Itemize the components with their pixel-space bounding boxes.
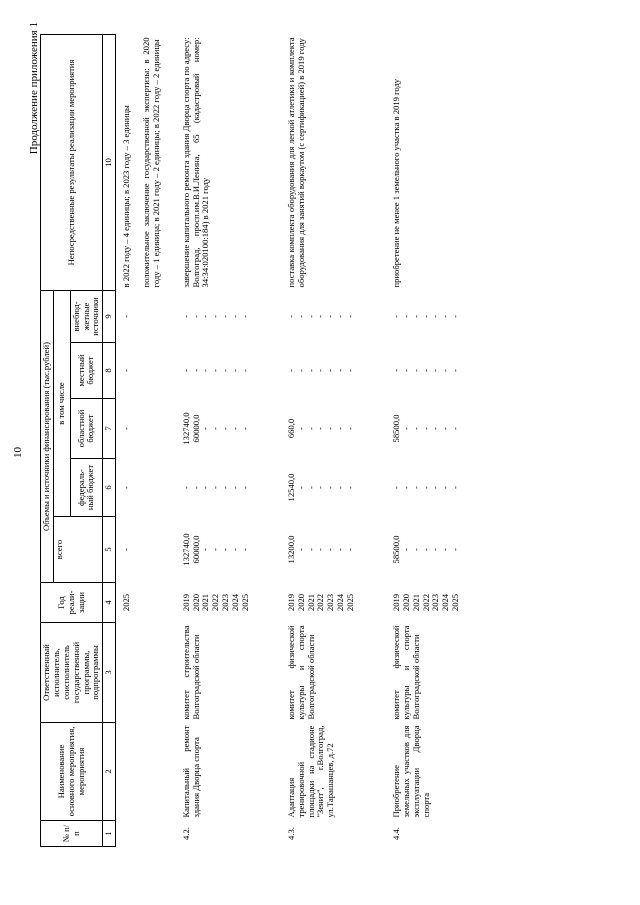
- cell-line: -: [325, 315, 336, 318]
- col-number: 2: [103, 723, 116, 821]
- cell-line: 2025: [121, 593, 132, 612]
- cell-line: 2025: [239, 593, 250, 612]
- row-result: приобретение не менее 1 земельного участка в 2019 году: [390, 78, 401, 288]
- row-total: [386, 517, 491, 583]
- col-number: 7: [103, 399, 116, 459]
- row-result: поставка комплекта оборудования для легкой атлетики и комплекта оборудования для занятий воркаутом (с сертификацией) в 2019 году: [285, 37, 306, 288]
- cell-line: -: [420, 427, 431, 430]
- cell-line: -: [220, 315, 231, 318]
- cell-line: -: [440, 315, 451, 318]
- header-executor: Ответственный исполнитель, соисполнитель государственной программы, подпрограммы: [41, 623, 103, 723]
- cell-line: -: [400, 369, 411, 372]
- row-extra: [116, 290, 176, 342]
- cell-line: -: [450, 486, 461, 489]
- cell-line: -: [430, 315, 441, 318]
- cell-line: 2019: [180, 593, 191, 612]
- cell-line: 12540,0: [285, 473, 296, 502]
- cell-line: 2020: [400, 593, 411, 612]
- cell-line: -: [121, 369, 132, 372]
- row-local: [176, 343, 281, 399]
- col-number: 3: [103, 623, 116, 723]
- cell-line: -: [239, 427, 250, 430]
- col-number: 6: [103, 459, 116, 517]
- row-regional: [176, 399, 281, 459]
- cell-line: -: [335, 427, 346, 430]
- row-total: [281, 517, 386, 583]
- cell-line: 60000,0: [190, 414, 201, 443]
- program-table: [40, 34, 491, 847]
- cell-line: -: [335, 486, 346, 489]
- cell-line: -: [430, 427, 441, 430]
- header-local: местный бюджет: [70, 343, 103, 399]
- cell-line: 2024: [440, 593, 451, 612]
- cell-line: -: [345, 369, 355, 372]
- cell-line: -: [315, 486, 326, 489]
- header-result: Непосредственные результаты реализации мероприятия: [41, 34, 103, 290]
- cell-line: -: [400, 486, 411, 489]
- header-federal: федераль-ный бюджет: [70, 459, 103, 517]
- row-number: 4.2.: [180, 827, 191, 840]
- cell-line: -: [305, 548, 316, 551]
- table-row: [116, 34, 176, 846]
- cell-line: -: [430, 486, 441, 489]
- row-extra: [386, 290, 491, 342]
- cell-line: -: [450, 427, 461, 430]
- table-row: [176, 34, 281, 846]
- cell-line: -: [400, 427, 411, 430]
- row-total: [176, 517, 281, 583]
- cell-line: -: [400, 548, 411, 551]
- row-local: [386, 343, 491, 399]
- cell-line: -: [230, 486, 240, 489]
- cell-line: -: [210, 427, 221, 430]
- cell-line: 2023: [430, 593, 441, 612]
- cell-line: 2023: [220, 593, 231, 612]
- cell-line: -: [410, 486, 421, 489]
- cell-line: 2025: [345, 593, 355, 612]
- table-row: [281, 34, 386, 846]
- cell-line: -: [440, 548, 451, 551]
- cell-line: -: [295, 486, 306, 489]
- row-extra: [281, 290, 386, 342]
- row-federal: [176, 459, 281, 517]
- cell-line: -: [440, 369, 451, 372]
- cell-line: -: [285, 369, 296, 372]
- cell-line: -: [305, 369, 316, 372]
- cell-line: -: [315, 427, 326, 430]
- row-result: завершение капитального ремонта здания Дворца спорта по адресу: Волгоград, просп.им.В.И.Ленина, 65 (кадастровый номер: 34:34:020100:184) в 2021 году: [180, 37, 211, 288]
- cell-line: -: [335, 548, 346, 551]
- cell-line: -: [325, 369, 336, 372]
- cell-line: 2022: [315, 593, 326, 612]
- cell-line: -: [305, 315, 316, 318]
- col-number: 8: [103, 343, 116, 399]
- header-total: всего: [53, 517, 102, 583]
- row-federal: [386, 459, 491, 517]
- col-number: 4: [103, 583, 116, 623]
- header-extra: внебюд-жетные источники: [70, 290, 103, 342]
- cell-line: -: [239, 369, 250, 372]
- cell-line: -: [325, 486, 336, 489]
- cell-line: -: [325, 427, 336, 430]
- row-executor: комитет физической культуры и спорта Волгоградской области: [285, 625, 316, 720]
- cell-line: -: [305, 427, 316, 430]
- header-including: в том числе: [53, 290, 70, 516]
- cell-line: -: [210, 315, 221, 318]
- row-number: [116, 821, 176, 847]
- row-executor: комитет физической культуры и спорта Волгоградской области: [390, 625, 421, 720]
- cell-line: -: [315, 548, 326, 551]
- cell-line: -: [450, 369, 461, 372]
- cell-line: -: [440, 427, 451, 430]
- cell-line: -: [220, 427, 231, 430]
- cell-line: -: [390, 369, 401, 372]
- row-local: [116, 343, 176, 399]
- cell-line: -: [230, 548, 240, 551]
- header-year: Год реали-зации: [41, 583, 103, 623]
- cell-line: 2022: [210, 593, 221, 612]
- cell-line: -: [190, 486, 201, 489]
- cell-line: 2019: [390, 593, 401, 612]
- cell-line: -: [200, 486, 211, 489]
- row-regional: [386, 399, 491, 459]
- row-federal: [116, 459, 176, 517]
- cell-line: -: [410, 315, 421, 318]
- cell-line: -: [450, 548, 461, 551]
- cell-line: -: [410, 369, 421, 372]
- cell-line: -: [200, 548, 211, 551]
- cell-line: -: [430, 369, 441, 372]
- cell-line: -: [230, 315, 240, 318]
- row-name: [116, 723, 176, 821]
- cell-line: 2019: [285, 593, 296, 612]
- row-number: 4.4.: [390, 827, 401, 840]
- cell-line: -: [121, 486, 132, 489]
- cell-line: -: [200, 427, 211, 430]
- col-number: 9: [103, 290, 116, 342]
- cell-line: 132740,0: [180, 533, 191, 566]
- row-years: [281, 583, 386, 623]
- cell-line: -: [390, 486, 401, 489]
- cell-line: -: [239, 486, 250, 489]
- col-number: 5: [103, 517, 116, 583]
- cell-line: -: [450, 315, 461, 318]
- cell-line: -: [295, 315, 306, 318]
- cell-line: -: [285, 315, 296, 318]
- cell-line: -: [121, 427, 132, 430]
- cell-line: -: [239, 315, 250, 318]
- cell-line: -: [295, 427, 306, 430]
- cell-line: -: [210, 369, 221, 372]
- col-number: 1: [103, 821, 116, 847]
- cell-line: -: [345, 427, 355, 430]
- cell-line: -: [345, 486, 355, 489]
- cell-line: -: [420, 486, 431, 489]
- header-regional: областной бюджет: [70, 399, 103, 459]
- row-federal: [281, 459, 386, 517]
- row-years: [176, 583, 281, 623]
- row-executor: комитет строительства Волгоградской области: [180, 625, 201, 720]
- cell-line: 132740,0: [180, 412, 191, 445]
- cell-line: -: [121, 315, 132, 318]
- cell-line: -: [210, 486, 221, 489]
- cell-line: -: [210, 548, 221, 551]
- cell-line: -: [220, 486, 231, 489]
- cell-line: 2021: [200, 593, 211, 612]
- cell-line: -: [220, 548, 231, 551]
- cell-line: 2023: [325, 593, 336, 612]
- row-total: [116, 517, 176, 583]
- cell-line: -: [305, 486, 316, 489]
- cell-line: 58500,0: [390, 414, 401, 443]
- header-no: № п/п: [41, 821, 103, 847]
- row-local: [281, 343, 386, 399]
- cell-line: 2021: [410, 593, 421, 612]
- cell-line: -: [180, 315, 191, 318]
- row-executor: [116, 623, 176, 723]
- cell-line: -: [295, 548, 306, 551]
- cell-line: -: [410, 548, 421, 551]
- cell-line: -: [190, 369, 201, 372]
- cell-line: 2021: [305, 593, 316, 612]
- cell-line: -: [335, 315, 346, 318]
- cell-line: -: [430, 548, 441, 551]
- cell-line: 60000,0: [190, 535, 201, 564]
- cell-line: -: [400, 315, 411, 318]
- row-result: в 2022 году – 4 единицы; в 2023 году – 3 единицы положительное заключение государственной экспертизы: в 2020 году – 1 единица; в 2021 году – 2 единицы; в 2022 году – 2 единицы: [121, 37, 161, 288]
- row-number: 4.3.: [285, 827, 296, 840]
- cell-line: -: [315, 369, 326, 372]
- col-number: 10: [103, 34, 116, 290]
- row-years: [386, 583, 491, 623]
- row-name: Капитальный ремонт здания Дворца спорта: [180, 725, 201, 818]
- header-funding: Объемы и источники финансирования (тыс.рублей): [41, 290, 54, 582]
- cell-line: -: [420, 548, 431, 551]
- cell-line: -: [295, 369, 306, 372]
- header-name: Наименование основного мероприятия, мероприятия: [41, 723, 103, 821]
- cell-line: 2020: [190, 593, 201, 612]
- continuation-label: Продолжение приложения 1: [28, 22, 40, 155]
- cell-line: 2025: [450, 593, 461, 612]
- cell-line: 2024: [335, 593, 346, 612]
- cell-line: -: [180, 369, 191, 372]
- row-regional: [281, 399, 386, 459]
- cell-line: -: [420, 315, 431, 318]
- cell-line: -: [345, 548, 355, 551]
- cell-line: 660,0: [285, 418, 296, 439]
- cell-line: -: [239, 548, 250, 551]
- cell-line: 2020: [295, 593, 306, 612]
- cell-line: 58500,0: [390, 535, 401, 564]
- cell-line: -: [345, 315, 355, 318]
- cell-line: 13200,0: [285, 535, 296, 564]
- cell-line: -: [335, 369, 346, 372]
- cell-line: -: [230, 369, 240, 372]
- row-name: Приобретение земельных участков для эксплуатации Дворца спорта: [390, 725, 431, 818]
- row-years: [116, 583, 176, 623]
- cell-line: -: [410, 427, 421, 430]
- cell-line: -: [180, 486, 191, 489]
- row-name: Адаптация тренировочной площадки на стадионе "Зенит", г.Волгоград, ул.Тарашанцев, д.72: [285, 725, 336, 818]
- cell-line: -: [440, 486, 451, 489]
- cell-line: -: [420, 369, 431, 372]
- cell-line: 2022: [420, 593, 431, 612]
- cell-line: -: [190, 315, 201, 318]
- cell-line: -: [315, 315, 326, 318]
- page-number: 10: [12, 447, 24, 458]
- cell-line: -: [220, 369, 231, 372]
- row-regional: [116, 399, 176, 459]
- table-row: [386, 34, 491, 846]
- row-extra: [176, 290, 281, 342]
- cell-line: -: [390, 315, 401, 318]
- cell-line: -: [200, 315, 211, 318]
- cell-line: -: [200, 369, 211, 372]
- cell-line: 2024: [230, 593, 240, 612]
- cell-line: -: [230, 427, 240, 430]
- cell-line: -: [121, 548, 132, 551]
- cell-line: -: [325, 548, 336, 551]
